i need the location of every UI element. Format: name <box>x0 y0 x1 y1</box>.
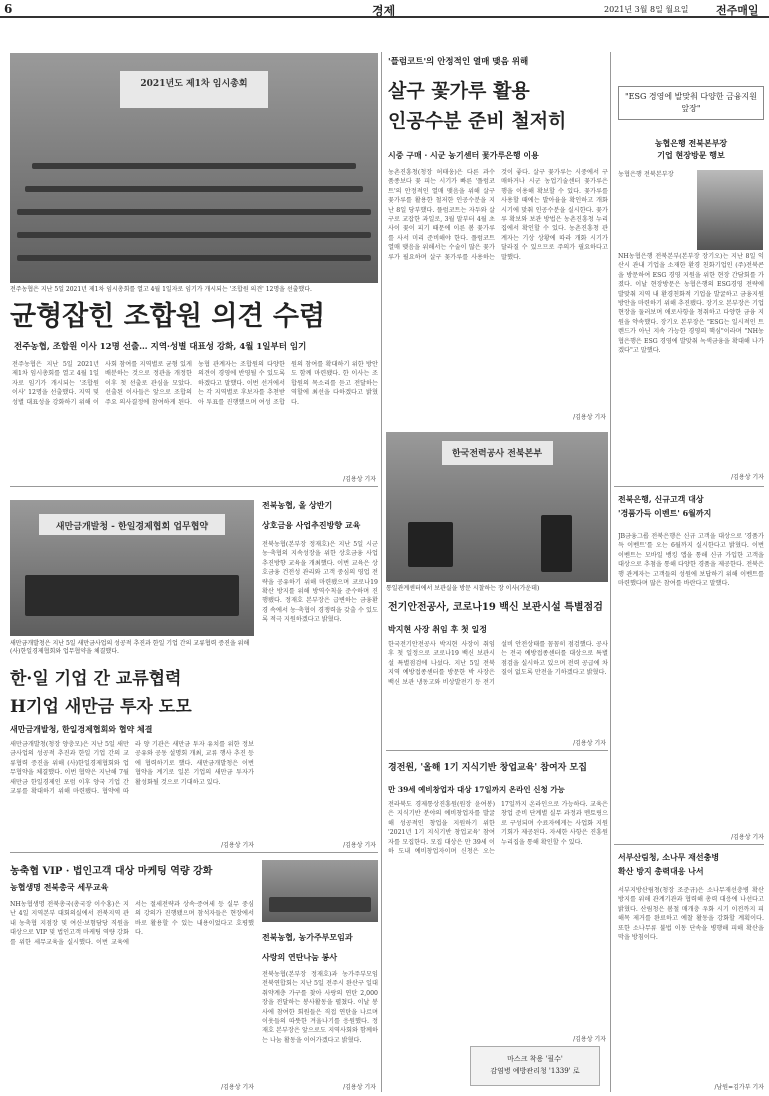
mou-headline-2: H기업 새만금 투자 도모 <box>10 697 192 717</box>
volunteer-headline: 전북농협, 농가주부모임과 <box>262 932 353 942</box>
flower-headline-1: 살구 꽃가루 활용 <box>388 80 530 102</box>
esg-byline: /김용상 기자 <box>731 474 764 481</box>
divider <box>614 844 764 845</box>
vaccine-caption: 통일관계센터에서 보관실을 방문 시찰하는 장 이사(가운데) <box>386 585 540 592</box>
lead-headline: 균형잡힌 조합원 의견 수렴 <box>10 301 326 332</box>
divider <box>386 750 608 751</box>
flower-body: 농촌진흥청(청장 허태웅)은 다른 과수 품종보다 꽃 피는 시기가 빠른 '플럼코트'의 안정적인 열매 맺음을 위해 살구 꽃가루를 활용한 철저한 인공수분을 지난 8일 당부했다. 플럼코트는 자두와 살구로 교잡한 과일로, 3월 말부터 4월 초 사이 꽃이 피기 때문에 이른 봄 꽃가루를 사서 미리 준비해야 한다. 플럼코트 열매 맺음을 위해서는 수술이 많은 꽃가루가 필요하며 살구 꽃가루를 사용하는 것이 좋다. 살구 꽃가루는 시중에서 구매하거나 시군 농업기술센터 꽃가루은행을 이용해 확보할 수 있다. 꽃가루를 사용할 때에는 발아율을 확인하고 개화 시기에 맞춰 인공수분을 실시한다. 꽃가루 확보와 보관 방법은 농촌진흥청 누리집에서 확인할 수 있다. 농촌진흥청 관계자는 기상 상황에 따라 개화 시기가 달라질 수 있으므로 주의가 필요하다고 말했다. <box>388 169 608 261</box>
flower-byline: /김용상 기자 <box>573 414 606 421</box>
mou-subhead: 새만금개발청, 한일경제협회와 협약 체결 <box>10 724 153 734</box>
event-headline-2: '경품가득 이벤트' 6월까지 <box>618 508 712 518</box>
esg-body: NH농협은행 전북본부(본부장 장기오)는 지난 8일 익산시 관내 기업을 소재한 환경 친화기업인 (주)전북콘을 방문하여 ESG 경영 지원을 위한 현장 간담회를 가졌다. 이날 현장방문은 농협은행의 ESG경영 전략에 발맞춰 지역 내 환경친화적 기업을 발굴하고 금융지원 방안을 마련하기 위해 추진됐다. 장기오 본부장은 기업 현장을 둘러보며 애로사항을 청취하고 다양한 금융 지원을 약속했다. 장기오 본부장은 "ESG는 일시적인 트렌드가 아닌 지속 가능한 경영의 핵심"이라며 "NH농협은행은 ESG 경영에 발맞춰 녹색금융을 확대해 나가겠다"고 말했다. <box>618 253 764 355</box>
volunteer-byline: /김용상 기자 <box>343 1084 376 1091</box>
cooperation-headline: 전북농협, 올 상반기 <box>262 500 333 510</box>
mou-body: 새만금개발청(청장 양충모)은 지난 5일 새만금사업의 성공적 추진과 한일 기업 간의 교류협력 증진을 위해 (사)한일경제협회와 업무협약을 체결했다. 이번 협약은 지난해 7월 새만금 한일경제인 포럼 이후 양국 기업 간 교류를 확대하기 위해 마련됐다. 협약에 따라 양 기관은 새만금 투자 유치를 위한 정보 공유와 공동 설명회 개최, 교류 행사 추진 등에 협력하기로 했다. 새만금개발청은 이번 협약을 계기로 일본 기업의 새만금 투자가 활성화될 것으로 기대하고 있다. <box>10 741 254 796</box>
divider <box>614 486 764 487</box>
divider <box>10 486 378 487</box>
lead-subhead: 전주농협, 조합원 이사 12명 선출… 지역·성별 대표성 강화, 4월 1일부터 임기 <box>14 342 307 352</box>
event-byline: /김용상 기자 <box>731 834 764 841</box>
startup-body: 전라북도 경제통상진흥원(원장 윤여봉)은 지식기반 분야의 예비창업자를 발굴해 성공적인 창업을 지원하기 위한 '2021년 1기 지식기반 창업교육' 참여자를 모집한다. 모집 대상은 만 39세 이하 도내 예비창업자이며 신청은 오는 17일까지 온라인으로 가능하다. 교육은 창업 준비 단계별 실무 과정과 멘토링으로 구성되며 수료자에게는 사업화 지원 기회가 제공된다. 자세한 사항은 진흥원 누리집을 통해 확인할 수 있다. <box>388 801 608 856</box>
vip-headline: 농축협 VIP · 법인고객 대상 마케팅 역량 강화 <box>10 866 213 877</box>
column-rule <box>381 52 382 1092</box>
photo-banner: 2021년도 제1차 임시총회 <box>120 71 267 108</box>
section-title: 경제 <box>372 4 396 18</box>
startup-byline: /김용상 기자 <box>573 1036 606 1043</box>
cooperation-byline: /김용상 기자 <box>343 842 376 849</box>
lead-caption: 전주농협은 지난 5일 2021년 제1차 임시총회를 열고 4월 1일자로 임기가 개시되는 '조합원 의견' 12명을 선출했다. <box>10 286 312 293</box>
startup-headline: 경전원, '올해 1기 지식기반 창업교육' 참여자 모집 <box>388 763 587 773</box>
ad-line-1: 마스크 착용 '필수' <box>507 1055 563 1063</box>
vaccine-body: 한국전기안전공사 박지현 사장이 취임 후 첫 일정으로 코로나19 백신 보관시설 특별점검에 나섰다. 지난 5일 전북 지역 예방접종센터를 방문한 박 사장은 백신 보관 냉동고와 비상발전기 등 전기설비 안전상태를 꼼꼼히 점검했다. 공사는 전국 예방접종센터를 대상으로 특별점검을 실시하고 있으며 전력 공급에 차질이 없도록 만전을 기하겠다고 밝혔다. <box>388 641 608 686</box>
vaccine-photo <box>386 432 608 582</box>
recovery-byline: /남원=김가부 기자 <box>714 1084 764 1091</box>
mou-byline: /김용상 기자 <box>221 842 254 849</box>
volunteer-photo <box>262 860 378 922</box>
esg-subhead-1: 농협은행 전북본부장 <box>654 138 728 148</box>
page-header <box>0 0 769 18</box>
esg-body-intro: 농협은행 전북본부장 <box>618 171 674 178</box>
vaccine-subhead: 박지현 사장 취임 후 첫 일정 <box>388 624 487 634</box>
mou-caption: 새만금개발청은 지난 5일 새만금사업의 성공적 추진과 한일 기업 간의 교류협력 증진을 위해 (사)한일경제협회와 업무협약을 체결했다. <box>10 640 250 655</box>
portrait-photo <box>697 170 763 250</box>
ad-line-2: 감염병 예방관리청 '1339' 로 <box>490 1067 580 1075</box>
vip-subhead: 농협생명 전북총국 세무교육 <box>10 882 109 892</box>
lead-photo <box>10 53 378 283</box>
recovery-headline-2: 확산 방지 총력대응 나서 <box>618 866 704 876</box>
recovery-headline-1: 서부산림청, 소나무 재선충병 <box>618 852 720 862</box>
event-body: JB금융그룹 전북은행은 신규 고객을 대상으로 '경품가득 이벤트'를 오는 6월까지 실시한다고 밝혔다. 이번 이벤트는 모바일 뱅킹 앱을 통해 신규 가입한 고객을 대상으로 추첨을 통해 다양한 경품을 제공한다. 전북은행 관계자는 고객들의 성원에 보답하기 위해 이벤트를 마련했다며 많은 참여를 바란다고 말했다. <box>618 533 764 588</box>
photo-banner: 새만금개발청 - 한일경제협회 업무협약 <box>39 514 224 536</box>
esg-box-title: "ESG 경영에 발맞춰 다양한 금융지원 앞장" <box>618 86 764 120</box>
volunteer-body: 전북농협(본부장 정재호)과 농가주부모임 전북연합회는 지난 5일 전주시 완산구 일대 취약계층 가구를 찾아 사랑의 연탄 2,000장을 전달하는 봉사활동을 펼쳤다. 이날 봉사에 참여한 회원들은 직접 연탄을 나르며 이웃들의 따뜻한 겨울나기를 응원했다. 정재호 본부장은 앞으로도 지역사회와 함께하는 나눔 활동을 이어가겠다고 밝혔다. <box>262 971 378 1044</box>
page-number: 6 <box>4 2 13 16</box>
flower-headline-2: 인공수분 준비 철저히 <box>388 110 567 132</box>
newspaper-name: 전주매일 <box>716 4 759 17</box>
event-headline-1: 전북은행, 신규고객 대상 <box>618 494 704 504</box>
flower-subhead: 시중 구매 · 시군 농기센터 꽃가루은행 이용 <box>388 150 539 160</box>
cooperation-body: 전북농협(본부장 정재호)은 지난 5일 시군 농·축협의 지속성장을 위한 상호금융 사업추진방향 교육을 개최했다. 이번 교육은 상호금융 건전성 관리와 고객 중심의 영업 전략을 공유하기 위해 마련됐으며 코로나19 확산 방지를 위해 방역수칙을 준수하며 진행됐다. 정재호 본부장은 급변하는 금융환경 속에서 농·축협이 경쟁력을 갖출 수 있도록 적극 지원하겠다고 밝혔다. <box>262 541 378 624</box>
flower-kicker: '플럼코트'의 안정적인 열매 맺음 위해 <box>388 57 529 67</box>
vaccine-byline: /김용상 기자 <box>573 740 606 747</box>
mou-headline-1: 한·일 기업 간 교류협력 <box>10 669 182 689</box>
ad-box <box>470 1046 600 1086</box>
divider <box>10 852 378 853</box>
esg-subhead-2: 기업 현장방문 행보 <box>657 150 725 160</box>
cooperation-subhead: 상호금융 사업추진방향 교육 <box>262 520 361 530</box>
recovery-body: 서부지방산림청(청장 조준규)은 소나무재선충병 확산 방지를 위해 관계기관과 협력해 총력 대응에 나선다고 밝혔다. 산림청은 봄철 매개충 우화 시기 이전까지 피해목 제거를 완료하고 예찰 활동을 강화할 계획이다. 또한 소나무류 불법 이동 단속을 병행해 피해 확산을 막을 방침이다. <box>618 887 764 942</box>
volunteer-subhead: 사랑의 연탄나눔 봉사 <box>262 952 338 962</box>
vip-body: NH농협생명 전북총국(총국장 이수홍)은 지난 4일 지역본부 대회의실에서 전북지역 관내 농축협 지점장 및 여신·보험담당 직원을 대상으로 VIP 및 법인고객 마케팅 역량 강화를 위한 세무교육을 실시했다. 이번 교육에서는 절세전략과 상속·증여세 등 실무 중심의 강의가 진행됐으며 참석자들은 현장에서 바로 활용할 수 있는 내용이었다고 호평했다. <box>10 901 254 946</box>
column-rule <box>610 52 611 1092</box>
lead-byline: /김용상 기자 <box>343 476 376 483</box>
mou-photo <box>10 500 254 636</box>
issue-date: 2021년 3월 8일 월요일 <box>604 5 689 14</box>
startup-subhead: 만 39세 예비창업자 대상 17일까지 온라인 신청 가능 <box>388 785 565 794</box>
photo-banner: 한국전력공사 전북본부 <box>442 441 553 465</box>
lead-body: 전주농협은 지난 5일 2021년 제1차 임시총회를 열고 4월 1일자로 임기가 개시되는 '조합원 이사' 12명을 선출했다. 지역 및 성별 대표성을 강화하기 위해 이사회 참여를 지역별로 균형 있게 배분하는 것으로 정관을 개정한 이후 첫 선출로 관심을 모았다. 선출된 이사들은 앞으로 조합의 주요 의사결정에 참여하게 된다. 농협 관계자는 조합원의 다양한 의견이 경영에 반영될 수 있도록 하겠다고 말했다. 이번 선거에서는 각 지역별로 후보자를 추천받아 투표를 진행했으며 여성 조합원의 참여를 확대하기 위한 방안도 함께 마련됐다. 한 이사는 조합원의 목소리를 듣고 전달하는 역할에 최선을 다하겠다고 밝혔다. <box>12 361 378 406</box>
vaccine-headline: 전기안전공사, 코로나19 백신 보관시설 특별점검 <box>388 602 603 613</box>
vip-byline: /김용상 기자 <box>221 1084 254 1091</box>
